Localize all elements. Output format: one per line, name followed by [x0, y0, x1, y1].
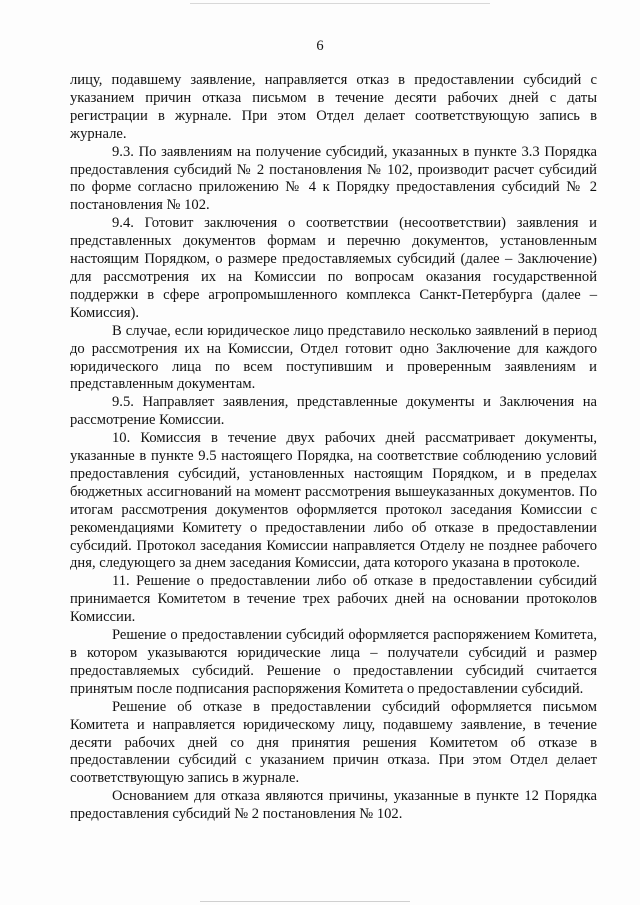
- paragraph-multiple-applications: В случае, если юридическое лицо представило несколько заявлений в период до рассмотрения их на Комиссии, Отдел готовит одно Заключение для каждого юридического лица по всем поступившим и проверенным заявлениям и представленным документам.: [70, 322, 597, 393]
- paragraph-9-5: 9.5. Направляет заявления, представленные документы и Заключения на рассмотрение Комиссии.: [70, 394, 597, 429]
- paragraph-refusal-grounds: Основанием для отказа являются причины, указанные в пункте 12 Порядка предоставления субсидий № 2 постановления № 102.: [70, 788, 597, 823]
- scan-artifact-top: [190, 3, 490, 4]
- paragraph-continuation: лицу, подавшему заявление, направляется отказ в предоставлении субсидий с указанием причин отказа письмом в течение десяти рабочих дней с даты регистрации в журнале. При этом Отдел делает соответствующую запись в журнале.: [70, 72, 597, 142]
- paragraph-9-3: 9.3. По заявлениям на получение субсидий, указанных в пункте 3.3 Порядка предоставления субсидий № 2 постановления № 102, производит расчет субсидий по форме согласно приложению № 4 к Порядку предоставления субсидий № 2 постановления № 102.: [70, 143, 597, 214]
- paragraph-grant-decision: Решение о предоставлении субсидий оформляется распоряжением Комитета, в котором указываются юридические лица – получатели субсидий и размер предоставляемых субсидий. Решение о предоставлении субсидий считается принятым после подписания распоряжения Комитета о предоставлении субсидий.: [70, 627, 597, 697]
- document-body: [70, 72, 597, 824]
- paragraph-refusal-decision: Решение об отказе в предоставлении субсидий оформляется письмом Комитета и направляется юридическому лицу, подавшему заявление, в течение десяти рабочих дней со дня принятия решения Комитетом об отказе в предоставлении субсидий с указанием причин отказа. При этом Отдел делает соответствующую запись в журнале.: [70, 698, 597, 787]
- page-number: 6: [316, 38, 324, 54]
- scan-artifact-bottom: [200, 901, 410, 902]
- paragraph-9-4: 9.4. Готовит заключения о соответствии (несоответствии) заявления и представленных документов формам и перечню документов, установленным настоящим Порядком, о размере предоставляемых субсидий (далее – Заключение) для рассмотрения их на Комиссии по вопросам оказания государственной поддержки в сфере агропромышленного комплекса Санкт-Петербурга (далее – Комиссия).: [70, 215, 597, 321]
- paragraph-10: 10. Комиссия в течение двух рабочих дней рассматривает документы, указанные в пункте 9.5 настоящего Порядка, на соответствие соблюдению условий предоставления субсидий, установленных настоящим Порядком, и в пределах бюджетных ассигнований на момент рассмотрения вышеуказанных документов. По итогам рассмотрения документов оформляется протокол заседания Комиссии с рекомендациями Комитету о предоставлении либо об отказе в предоставлении субсидий. Протокол заседания Комиссии направляется Отделу не позднее рабочего дня, следующего за днем заседания Комиссии, дата которого указана в протоколе.: [70, 430, 597, 572]
- paragraph-11: 11. Решение о предоставлении либо об отказе в предоставлении субсидий принимается Комитетом в течение трех рабочих дней на основании протоколов Комиссии.: [70, 573, 597, 626]
